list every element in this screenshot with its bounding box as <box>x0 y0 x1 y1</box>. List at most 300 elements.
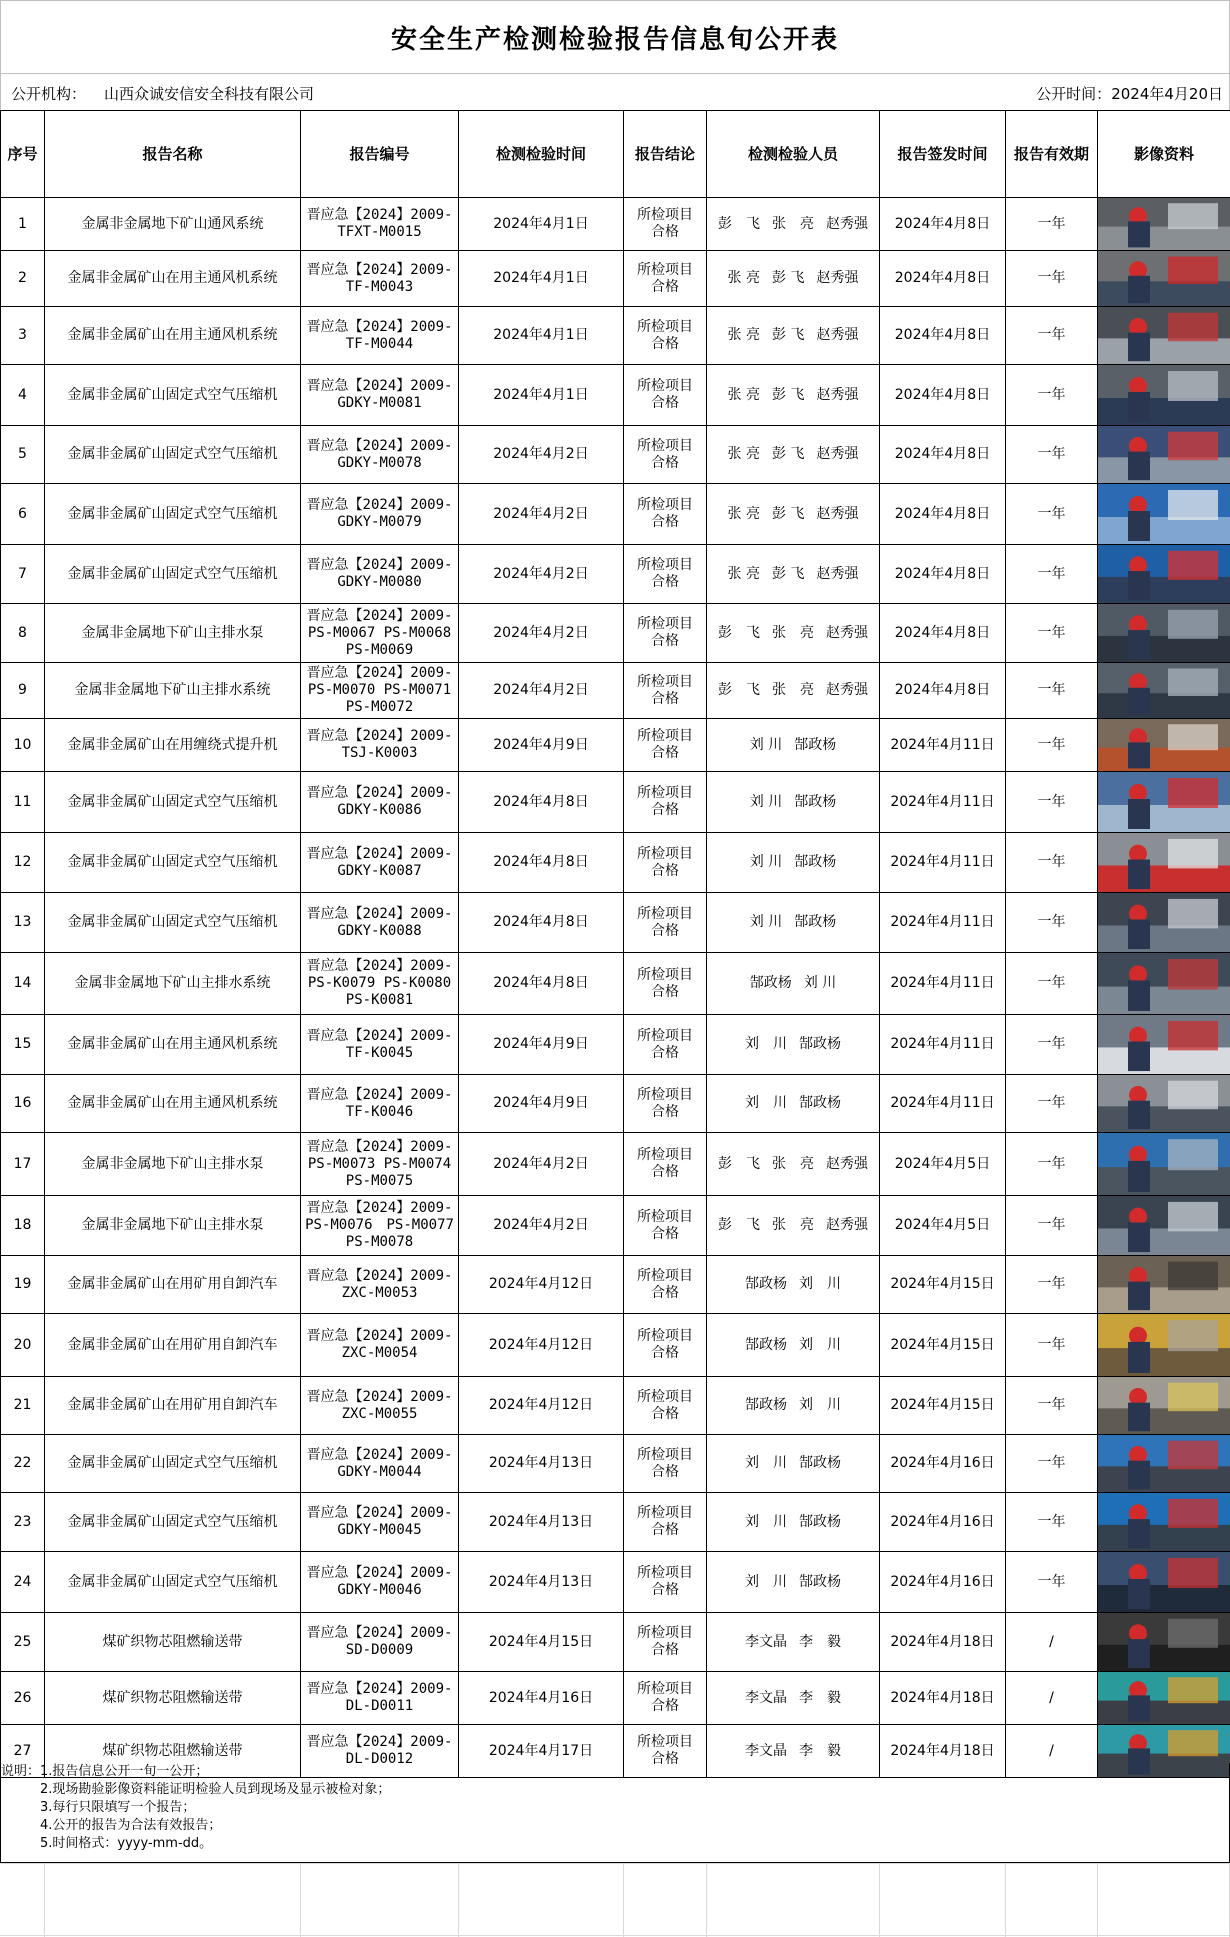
cell-report-code <box>301 365 459 426</box>
cell-no: 18 <box>1 1196 45 1256</box>
result-line: 所检项目 <box>637 1267 693 1284</box>
cell-no: 27 <box>1 1725 45 1778</box>
cell-report-name: 金属非金属矿山在用矿用自卸汽车 <box>45 1377 301 1435</box>
table-row <box>1 1075 1230 1133</box>
cell-test-date: 2024年4月9日 <box>459 1015 624 1075</box>
cell-report-code <box>301 426 459 484</box>
inspector-name: 赵秀强 <box>816 270 859 286</box>
cell-report-code <box>301 1133 459 1196</box>
result-line: 所检项目 <box>637 673 693 690</box>
code-line: PS-M0072 <box>345 699 414 715</box>
cell-test-date: 2024年4月12日 <box>459 1377 624 1435</box>
cell-report-code <box>301 1552 459 1613</box>
site-photo <box>1098 1196 1230 1255</box>
result-line: 所检项目 <box>637 557 693 573</box>
code-line: ZXC-M0055 <box>341 1405 418 1422</box>
table-row <box>1 719 1230 772</box>
table-row <box>1 893 1230 953</box>
table-row <box>1 1196 1230 1256</box>
result-line: 所检项目 <box>637 378 693 394</box>
header-issue: 报告签发时间 <box>880 111 1006 198</box>
cell-no: 7 <box>1 545 45 604</box>
cell-photo <box>1098 893 1230 953</box>
result-line: 合格 <box>651 514 679 530</box>
table-row <box>1 1493 1230 1552</box>
code-line: GDKY-K0086 <box>337 802 422 818</box>
cell-photo <box>1098 1613 1230 1672</box>
cell-inspectors <box>707 365 880 426</box>
result-line: 合格 <box>651 1642 679 1658</box>
result-line: 合格 <box>651 1345 679 1361</box>
note-line: 3.每行只限填写一个报告； <box>1 1800 196 1815</box>
cell-photo <box>1098 1672 1230 1725</box>
cell-no: 6 <box>1 484 45 545</box>
cell-test-date: 2024年4月13日 <box>459 1493 624 1552</box>
cell-no: 10 <box>1 719 45 772</box>
result-line: 合格 <box>651 1522 679 1538</box>
inspector-name: 张 亮 <box>772 624 814 641</box>
code-line: 晋应急【2024】2009- <box>306 437 453 454</box>
cell-report-name: 金属非金属地下矿山主排水泵 <box>45 604 301 663</box>
code-line: TFXT-M0015 <box>337 224 422 240</box>
cell-no: 25 <box>1 1613 45 1672</box>
result-line: 合格 <box>651 1225 679 1242</box>
cell-no: 5 <box>1 426 45 484</box>
cell-validity: 一年 <box>1006 772 1098 833</box>
inspector-name: 张 亮 <box>727 386 760 403</box>
cell-issue-date: 2024年4月8日 <box>880 604 1006 663</box>
code-line: 晋应急【2024】2009- <box>306 1086 453 1103</box>
cell-test-date: 2024年4月15日 <box>459 1613 624 1672</box>
inspector-name: 张 亮 <box>772 1217 814 1233</box>
result-line: 合格 <box>651 1103 679 1120</box>
inspector-name: 刘 川 <box>749 854 783 870</box>
result-line: 所检项目 <box>637 1388 693 1405</box>
result-line: 所检项目 <box>637 1446 693 1463</box>
cell-photo <box>1098 1256 1230 1314</box>
cell-validity: / <box>1006 1613 1098 1672</box>
cell-report-code <box>301 307 459 365</box>
inspector-name: 刘 川 <box>803 975 837 991</box>
site-photo <box>1098 1552 1230 1612</box>
cell-validity: 一年 <box>1006 719 1098 772</box>
site-photo <box>1098 426 1230 483</box>
cell-test-date: 2024年4月2日 <box>459 1196 624 1256</box>
inspector-name: 赵秀强 <box>826 1217 868 1233</box>
cell-no: 11 <box>1 772 45 833</box>
cell-inspectors <box>707 1256 880 1314</box>
table-row <box>1 663 1230 719</box>
site-photo <box>1098 365 1230 425</box>
code-line: 晋应急【2024】2009- <box>306 1681 453 1697</box>
inspector-name: 彭 飞 <box>718 682 760 698</box>
cell-issue-date: 2024年4月8日 <box>880 251 1006 307</box>
code-line: GDKY-M0045 <box>337 1522 422 1538</box>
table-row <box>1 1377 1230 1435</box>
table-row <box>1 1133 1230 1196</box>
cell-report-code <box>301 251 459 307</box>
cell-inspectors <box>707 1435 880 1493</box>
inspector-name: 李文晶 <box>745 1742 787 1759</box>
cell-inspectors <box>707 772 880 833</box>
code-line: 晋应急【2024】2009- <box>306 497 453 513</box>
cell-result <box>624 1435 707 1493</box>
cell-issue-date: 2024年4月15日 <box>880 1256 1006 1314</box>
cell-inspectors <box>707 251 880 307</box>
result-line: 合格 <box>651 1751 679 1767</box>
table-row <box>1 1435 1230 1493</box>
code-line: TSJ-K0003 <box>341 745 418 761</box>
inspector-name: 刘 川 <box>799 1397 841 1413</box>
cell-inspectors <box>707 1196 880 1256</box>
site-photo <box>1098 1377 1230 1434</box>
site-photo <box>1098 604 1230 662</box>
inspector-name: 郜政杨 <box>745 1276 787 1292</box>
table-row <box>1 307 1230 365</box>
cell-no: 23 <box>1 1493 45 1552</box>
cell-result <box>624 1493 707 1552</box>
cell-validity: 一年 <box>1006 1075 1098 1133</box>
code-line: 晋应急【2024】2009- <box>306 665 453 681</box>
inspector-name: 张 亮 <box>727 327 760 343</box>
result-line: 合格 <box>651 574 679 590</box>
inspector-name: 赵秀强 <box>816 446 859 462</box>
inspector-name: 刘 川 <box>749 793 783 810</box>
cell-no: 22 <box>1 1435 45 1493</box>
code-line: GDKY-M0080 <box>337 574 422 590</box>
result-line: 合格 <box>651 454 679 471</box>
header-people: 检测检验人员 <box>707 111 880 198</box>
cell-result <box>624 307 707 365</box>
cell-report-name: 金属非金属矿山固定式空气压缩机 <box>45 1435 301 1493</box>
cell-result <box>624 426 707 484</box>
cell-issue-date: 2024年4月8日 <box>880 426 1006 484</box>
inspector-name: 刘 川 <box>745 1513 787 1530</box>
code-line: 晋应急【2024】2009- <box>306 958 453 974</box>
cell-test-date: 2024年4月2日 <box>459 545 624 604</box>
cell-test-date: 2024年4月12日 <box>459 1256 624 1314</box>
site-photo <box>1098 545 1230 603</box>
cell-issue-date: 2024年4月5日 <box>880 1133 1006 1196</box>
time-value: 2024年4月20日 <box>1111 85 1223 103</box>
result-line: 所检项目 <box>637 728 693 744</box>
header-name: 报告名称 <box>45 111 301 198</box>
cell-no: 12 <box>1 833 45 893</box>
inspector-name: 张 亮 <box>772 1155 814 1172</box>
header-valid: 报告有效期 <box>1006 111 1098 198</box>
header-result: 报告结论 <box>624 111 707 198</box>
site-photo <box>1098 1256 1230 1313</box>
cell-validity: 一年 <box>1006 1552 1098 1613</box>
site-photo <box>1098 1613 1230 1671</box>
code-line: 晋应急【2024】2009- <box>306 728 453 744</box>
cell-report-code <box>301 719 459 772</box>
cell-test-date: 2024年4月12日 <box>459 1314 624 1377</box>
cell-result <box>624 1314 707 1377</box>
inspector-name: 郜政杨 <box>794 854 837 870</box>
cell-report-name: 金属非金属矿山固定式空气压缩机 <box>45 426 301 484</box>
site-photo <box>1098 1314 1230 1376</box>
cell-report-code <box>301 1377 459 1435</box>
cell-inspectors <box>707 663 880 719</box>
inspector-name: 彭 飞 <box>718 1217 760 1233</box>
cell-inspectors <box>707 1314 880 1377</box>
inspector-name: 刘 川 <box>749 736 783 753</box>
code-line: GDKY-K0088 <box>337 922 422 939</box>
code-line: DL-D0012 <box>345 1751 414 1767</box>
cell-report-code <box>301 1196 459 1256</box>
code-line: PS-M0070 PS-M0071 <box>307 682 452 698</box>
cell-report-name: 金属非金属矿山固定式空气压缩机 <box>45 893 301 953</box>
table-row <box>1 1552 1230 1613</box>
inspector-name: 赵秀强 <box>826 682 868 698</box>
cell-test-date: 2024年4月1日 <box>459 307 624 365</box>
cell-issue-date: 2024年4月18日 <box>880 1613 1006 1672</box>
table-row <box>1 545 1230 604</box>
result-line: 合格 <box>651 335 679 352</box>
cell-report-code <box>301 1672 459 1725</box>
cell-photo <box>1098 1552 1230 1613</box>
result-line: 所检项目 <box>637 905 693 922</box>
inspector-name: 赵秀强 <box>826 1155 868 1172</box>
inspector-name: 刘 川 <box>745 1036 787 1052</box>
cell-report-name: 金属非金属矿山在用矿用自卸汽车 <box>45 1256 301 1314</box>
inspector-name: 郜政杨 <box>794 914 837 930</box>
cell-test-date: 2024年4月1日 <box>459 365 624 426</box>
cell-photo <box>1098 365 1230 426</box>
result-line: 合格 <box>651 633 679 649</box>
inspector-name: 郜政杨 <box>794 736 837 753</box>
cell-validity: 一年 <box>1006 484 1098 545</box>
result-line: 合格 <box>651 862 679 879</box>
table-row <box>1 953 1230 1015</box>
result-line: 所检项目 <box>637 1565 693 1581</box>
site-photo <box>1098 1075 1230 1132</box>
cell-report-code <box>301 198 459 251</box>
cell-result <box>624 1613 707 1672</box>
note-line: 2.现场勘验影像资料能证明检验人员到现场及显示被检对象； <box>1 1782 391 1797</box>
cell-report-name: 金属非金属地下矿山主排水系统 <box>45 663 301 719</box>
inspector-name: 郜政杨 <box>799 1036 841 1052</box>
code-line: PS-M0069 <box>345 641 414 658</box>
inspector-name: 赵秀强 <box>826 624 868 641</box>
note-line: 4.公开的报告为合法有效报告； <box>1 1818 222 1833</box>
result-line: 合格 <box>651 690 679 707</box>
table-row <box>1 1672 1230 1725</box>
cell-test-date: 2024年4月2日 <box>459 604 624 663</box>
cell-photo <box>1098 604 1230 663</box>
result-line: 合格 <box>651 1284 679 1301</box>
cell-test-date: 2024年4月8日 <box>459 953 624 1015</box>
cell-issue-date: 2024年4月8日 <box>880 307 1006 365</box>
code-line: GDKY-M0079 <box>337 514 422 530</box>
cell-report-name: 金属非金属矿山在用缠绕式提升机 <box>45 719 301 772</box>
cell-no: 20 <box>1 1314 45 1377</box>
inspector-name: 刘 川 <box>799 1336 841 1353</box>
code-line: PS-M0075 <box>345 1172 414 1189</box>
cell-inspectors <box>707 426 880 484</box>
result-line: 合格 <box>651 922 679 939</box>
note-line: 说明：1.报告信息公开一旬一公开； <box>1 1764 209 1779</box>
cell-photo <box>1098 663 1230 719</box>
site-photo <box>1098 198 1230 250</box>
cell-issue-date: 2024年4月11日 <box>880 833 1006 893</box>
table-row <box>1 365 1230 426</box>
cell-report-name: 金属非金属地下矿山主排水泵 <box>45 1196 301 1256</box>
time-label: 公开时间： <box>1036 85 1112 103</box>
cell-issue-date: 2024年4月18日 <box>880 1725 1006 1778</box>
code-line: GDKY-K0087 <box>337 862 422 879</box>
result-line: 所检项目 <box>637 616 693 632</box>
cell-report-name: 金属非金属地下矿山通风系统 <box>45 198 301 251</box>
cell-no: 21 <box>1 1377 45 1435</box>
table-header-row <box>1 111 1230 198</box>
cell-report-name: 金属非金属矿山在用矿用自卸汽车 <box>45 1314 301 1377</box>
site-photo <box>1098 719 1230 771</box>
result-line: 合格 <box>651 1405 679 1422</box>
code-line: PS-M0067 PS-M0068 <box>307 624 452 641</box>
result-line: 所检项目 <box>637 261 693 278</box>
cell-no: 3 <box>1 307 45 365</box>
site-photo <box>1098 663 1230 718</box>
inspector-name: 刘 川 <box>749 914 783 930</box>
inspector-name: 赵秀强 <box>816 505 859 522</box>
cell-result <box>624 251 707 307</box>
result-line: 所检项目 <box>637 1086 693 1103</box>
code-line: PS-K0079 PS-K0080 <box>307 975 452 991</box>
cell-no: 2 <box>1 251 45 307</box>
cell-photo <box>1098 1377 1230 1435</box>
code-line: 晋应急【2024】2009- <box>306 207 453 223</box>
cell-test-date: 2024年4月13日 <box>459 1435 624 1493</box>
cell-report-name: 煤矿织物芯阻燃输送带 <box>45 1672 301 1725</box>
cell-inspectors <box>707 1377 880 1435</box>
cell-photo <box>1098 426 1230 484</box>
inspector-name: 郜政杨 <box>794 793 837 810</box>
cell-no: 4 <box>1 365 45 426</box>
result-line: 合格 <box>651 802 679 818</box>
cell-no: 17 <box>1 1133 45 1196</box>
cell-report-name: 金属非金属矿山固定式空气压缩机 <box>45 772 301 833</box>
cell-report-code <box>301 1435 459 1493</box>
cell-inspectors <box>707 893 880 953</box>
cell-inspectors <box>707 833 880 893</box>
site-photo <box>1098 251 1230 306</box>
cell-validity: 一年 <box>1006 1256 1098 1314</box>
cell-issue-date: 2024年4月8日 <box>880 365 1006 426</box>
inspector-name: 张 亮 <box>772 682 814 698</box>
inspector-name: 李 毅 <box>799 1633 841 1650</box>
result-line: 所检项目 <box>637 437 693 454</box>
cell-inspectors <box>707 1133 880 1196</box>
cell-photo <box>1098 1075 1230 1133</box>
cell-test-date: 2024年4月13日 <box>459 1552 624 1613</box>
cell-issue-date: 2024年4月8日 <box>880 663 1006 719</box>
inspector-name: 李文晶 <box>745 1633 787 1650</box>
result-line: 合格 <box>651 1463 679 1480</box>
cell-result <box>624 1377 707 1435</box>
cell-photo <box>1098 1196 1230 1256</box>
cell-validity: 一年 <box>1006 426 1098 484</box>
cell-report-code <box>301 663 459 719</box>
cell-result <box>624 604 707 663</box>
inspector-name: 彭 飞 <box>718 1155 760 1172</box>
cell-photo <box>1098 1015 1230 1075</box>
code-line: 晋应急【2024】2009- <box>306 1138 453 1155</box>
cell-inspectors <box>707 545 880 604</box>
cell-photo <box>1098 198 1230 251</box>
inspector-name: 李 毅 <box>799 1689 841 1706</box>
inspector-name: 彭 飞 <box>772 565 805 582</box>
result-line: 所检项目 <box>637 1328 693 1344</box>
cell-issue-date: 2024年4月16日 <box>880 1435 1006 1493</box>
site-photo <box>1098 833 1230 892</box>
result-line: 合格 <box>651 224 679 240</box>
cell-report-name: 煤矿织物芯阻燃输送带 <box>45 1613 301 1672</box>
cell-validity: 一年 <box>1006 833 1098 893</box>
cell-issue-date: 2024年4月8日 <box>880 545 1006 604</box>
table-row <box>1 604 1230 663</box>
inspector-name: 张 亮 <box>727 270 760 286</box>
cell-validity: 一年 <box>1006 1314 1098 1377</box>
result-line: 所检项目 <box>637 497 693 513</box>
cell-result <box>624 1015 707 1075</box>
cell-no: 1 <box>1 198 45 251</box>
cell-test-date: 2024年4月9日 <box>459 719 624 772</box>
cell-test-date: 2024年4月17日 <box>459 1725 624 1778</box>
cell-inspectors <box>707 307 880 365</box>
result-line: 所检项目 <box>637 207 693 223</box>
notes <box>0 1763 1230 1863</box>
cell-issue-date: 2024年4月11日 <box>880 772 1006 833</box>
cell-test-date: 2024年4月2日 <box>459 663 624 719</box>
code-line: PS-K0081 <box>345 992 414 1008</box>
cell-report-name: 金属非金属矿山在用主通风机系统 <box>45 1075 301 1133</box>
result-line: 合格 <box>651 1164 679 1180</box>
cell-photo <box>1098 484 1230 545</box>
cell-photo <box>1098 772 1230 833</box>
cell-validity: / <box>1006 1725 1098 1778</box>
inspector-name: 张 亮 <box>727 565 760 582</box>
cell-result <box>624 833 707 893</box>
code-line: 晋应急【2024】2009- <box>306 261 453 278</box>
result-line: 所检项目 <box>637 1208 693 1225</box>
cell-report-code <box>301 953 459 1015</box>
site-photo <box>1098 1133 1230 1195</box>
cell-validity: 一年 <box>1006 1015 1098 1075</box>
cell-issue-date: 2024年4月11日 <box>880 893 1006 953</box>
result-line: 所检项目 <box>637 1734 693 1750</box>
site-photo <box>1098 1435 1230 1492</box>
cell-validity: 一年 <box>1006 1493 1098 1552</box>
code-line: PS-M0078 <box>345 1234 414 1250</box>
result-line: 所检项目 <box>637 785 693 801</box>
cell-photo <box>1098 953 1230 1015</box>
cell-report-name: 金属非金属地下矿山主排水系统 <box>45 953 301 1015</box>
cell-test-date: 2024年4月9日 <box>459 1075 624 1133</box>
inspector-name: 彭 飞 <box>772 327 805 343</box>
cell-report-code <box>301 1075 459 1133</box>
cell-report-code <box>301 1493 459 1552</box>
cell-test-date: 2024年4月2日 <box>459 1133 624 1196</box>
cell-result <box>624 545 707 604</box>
inspector-name: 郜政杨 <box>749 975 792 991</box>
result-line: 所检项目 <box>637 1625 693 1641</box>
inspector-name: 赵秀强 <box>826 215 868 232</box>
cell-no: 24 <box>1 1552 45 1613</box>
cell-issue-date: 2024年4月11日 <box>880 953 1006 1015</box>
cell-validity: 一年 <box>1006 953 1098 1015</box>
